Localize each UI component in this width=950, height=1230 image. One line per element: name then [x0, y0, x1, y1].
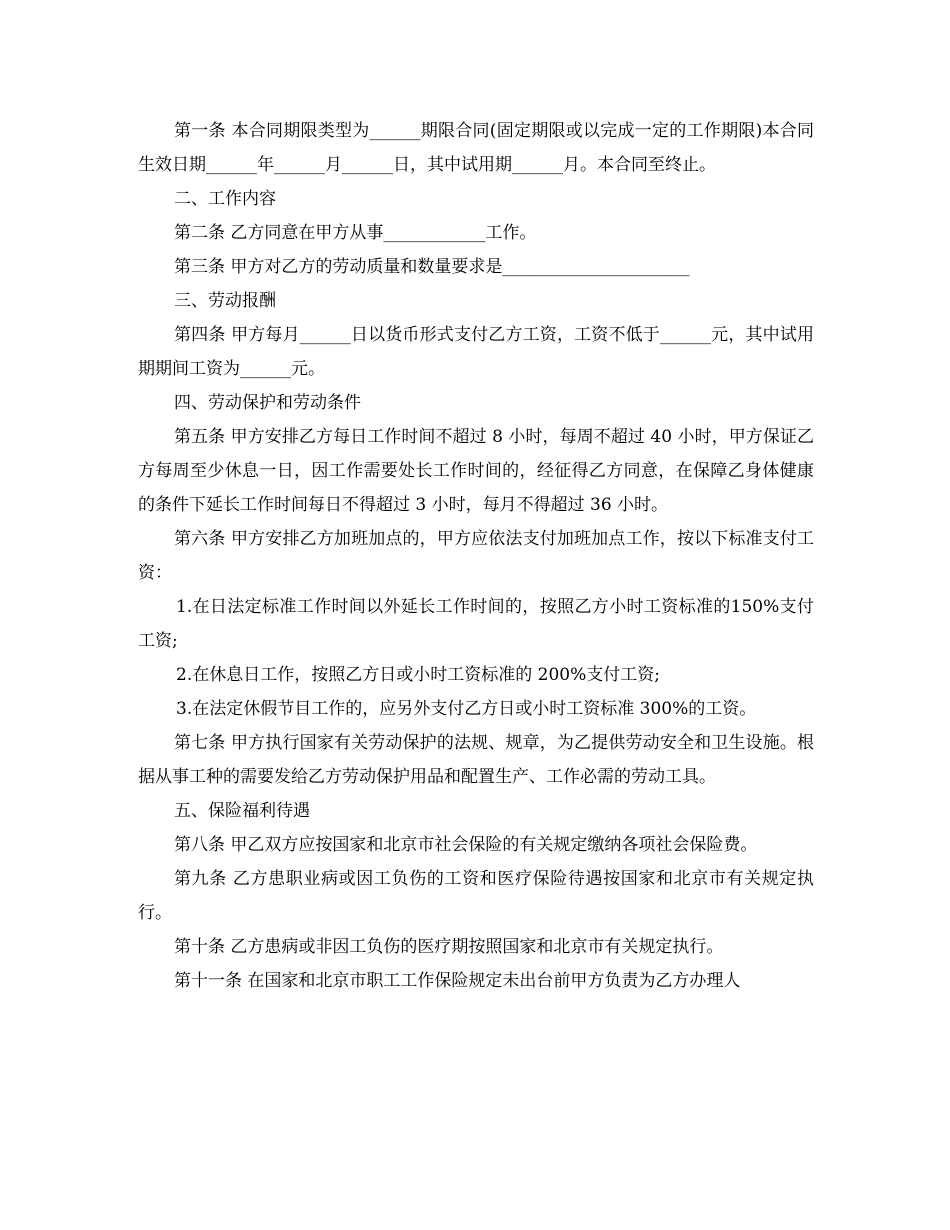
article-3: 第三条 甲方对乙方的劳动质量和数量要求是______________________: [174, 257, 690, 277]
article-6: 第六条 甲方安排乙方加班加点的，甲方应依法支付加班加点工作，按以下标准支付工资：: [138, 529, 814, 583]
article-1: 第一条 本合同期限类型为______期限合同(固定期限或以完成一定的工作期限)本合同生效日期______年______月______日，其中试用期______月。本合同至终止。: [138, 121, 814, 175]
article-5: 第五条 甲方安排乙方每日工作时间不超过 8 小时，每周不超过 40 小时，甲方保证乙方每周至少休息一日，因工作需要处长工作时间的，经征得乙方同意，在保障乙身体健康的条件下延长工作时间每日不得超过 3 小时，每月不得超过 36 小时。: [138, 427, 814, 515]
section-heading-work-content: 二、工作内容: [174, 189, 276, 209]
article-7: 第七条 甲方执行国家有关劳动保护的法规、规章，为乙提供劳动安全和卫生设施。根据从事工种的需要发给乙方劳动保护用品和配置生产、工作必需的劳动工具。: [138, 733, 814, 787]
list-item-1: 1.在日法定标准工作时间以外延长工作时间的，按照乙方小时工资标准的150%支付工资;: [138, 597, 814, 651]
article-4: 第四条 甲方每月______日以货币形式支付乙方工资，工资不低于______元，其中试用期期间工资为______元。: [138, 325, 814, 379]
list-item-2: 2.在休息日工作，按照乙方日或小时工资标准的 200%支付工资;: [176, 665, 660, 685]
article-9: 第九条 乙方患职业病或因工负伤的工资和医疗保险待遇按国家和北京市有关规定执行。: [138, 869, 814, 923]
list-item-3: 3.在法定休假节目工作的，应另外支付乙方日或小时工资标准 300%的工资。: [176, 699, 757, 719]
section-heading-insurance: 五、保险福利待遇: [174, 801, 310, 821]
article-10: 第十条 乙方患病或非因工负伤的医疗期按照国家和北京市有关规定执行。: [174, 937, 724, 957]
section-heading-labor-protection: 四、劳动保护和劳动条件: [174, 393, 361, 413]
section-heading-remuneration: 三、劳动报酬: [174, 291, 276, 311]
article-2: 第二条 乙方同意在甲方从事____________工作。: [174, 223, 537, 243]
contract-page: [138, 114, 814, 998]
article-8: 第八条 甲乙双方应按国家和北京市社会保险的有关规定缴纳各项社会保险费。: [174, 835, 758, 855]
article-11: 第十一条 在国家和北京市职工工作保险规定未出台前甲方负责为乙方办理人: [174, 971, 741, 991]
